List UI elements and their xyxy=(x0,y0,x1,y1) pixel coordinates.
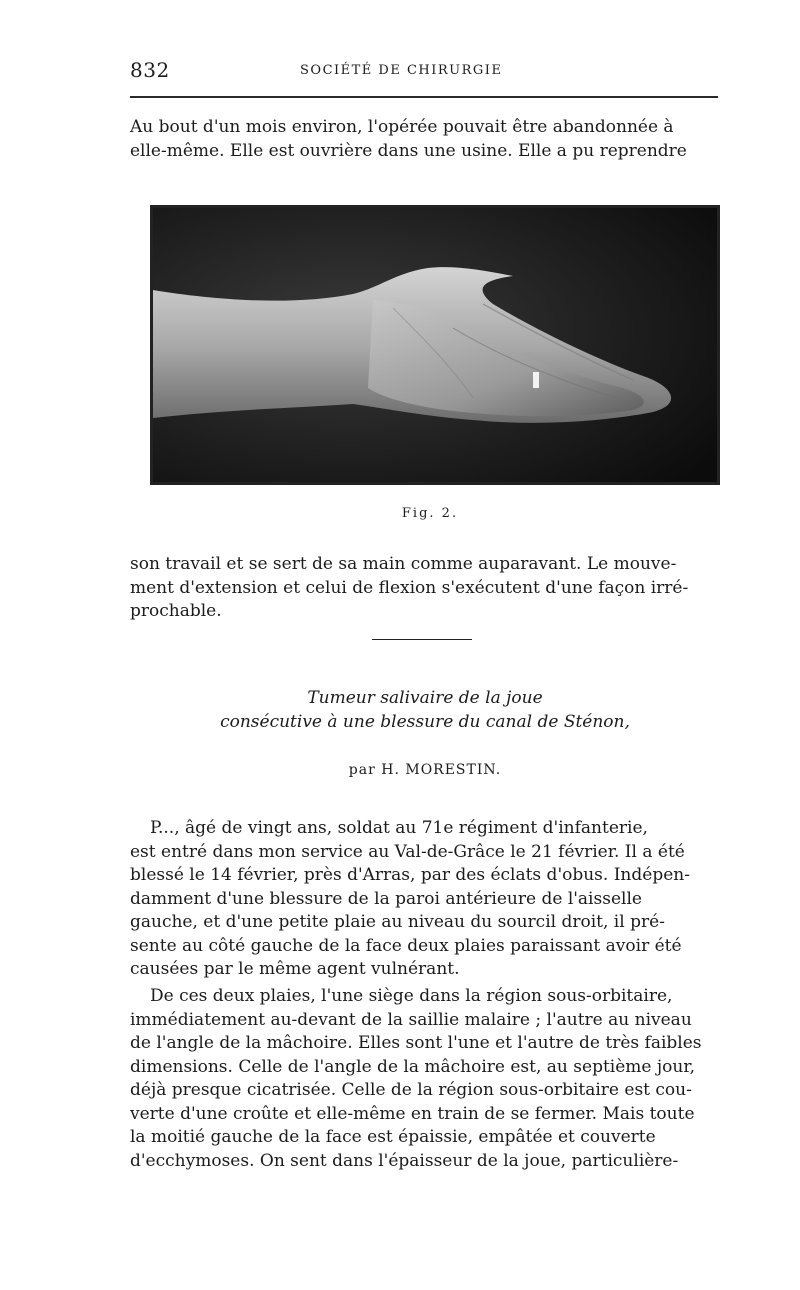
text-line: blessé le 14 février, près d'Arras, par des éclats d'obus. Indépen- xyxy=(130,865,690,885)
text-line: immédiatement au-devant de la saillie malaire ; l'autre au niveau xyxy=(130,1009,692,1030)
text-line: causées par le même agent vulnérant. xyxy=(130,959,460,979)
article-title xyxy=(130,686,720,734)
text-line: Au bout d'un mois environ, l'opérée pouvait être abandonnée à xyxy=(130,117,674,137)
running-head: SOCIÉTÉ DE CHIRURGIE xyxy=(300,63,503,78)
text-line: ment d'extension et celui de flexion s'exécutent d'une façon irré- xyxy=(130,577,689,598)
text-line: De ces deux plaies, l'une siège dans la région sous-orbitaire, xyxy=(150,986,673,1006)
text-line: P..., âgé de vingt ans, soldat au 71e régiment d'infanterie, xyxy=(150,818,648,838)
title-line: consécutive à une blessure du canal de Sténon, xyxy=(220,712,630,732)
text-line: déjà presque cicatrisée. Celle de la région sous-orbitaire est cou- xyxy=(130,1080,692,1100)
text-line: dimensions. Celle de l'angle de la mâchoire est, au septième jour, xyxy=(130,1056,695,1077)
text-line: est entré dans mon service au Val-de-Grâce le 21 février. Il a été xyxy=(130,841,685,862)
section-divider xyxy=(372,639,472,640)
text-line: damment d'une blessure de la paroi antérieure de l'aisselle xyxy=(130,888,642,909)
byline: par H. MORESTIN. xyxy=(348,762,502,778)
text-line: verte d'une croûte et elle-même en train de se fermer. Mais toute xyxy=(130,1103,695,1124)
text-line: la moitié gauche de la face est épaissie, empâtée et couverte xyxy=(130,1127,656,1147)
title-line: Tumeur salivaire de la joue xyxy=(307,688,543,708)
figure-caption: Fig. 2. xyxy=(401,506,459,521)
paragraph-1 xyxy=(130,817,720,982)
page-number: 832 xyxy=(130,58,170,82)
paragraph-2 xyxy=(130,985,720,1173)
text-line: gauche, et d'une petite plaie au niveau du sourcil droit, il pré- xyxy=(130,912,665,932)
hand-photograph xyxy=(153,208,717,482)
text-line: de l'angle de la mâchoire. Elles sont l'une et l'autre de très faibles xyxy=(130,1033,702,1053)
text-line: son travail et se sert de sa main comme auparavant. Le mouve- xyxy=(130,554,677,574)
header-rule xyxy=(130,96,718,98)
text-line: d'ecchymoses. On sent dans l'épaisseur de la joue, particulière- xyxy=(130,1150,679,1171)
intro-text xyxy=(130,116,720,163)
continuation-text xyxy=(130,553,720,624)
text-line: prochable. xyxy=(130,601,222,621)
text-line: sente au côté gauche de la face deux plaies paraissant avoir été xyxy=(130,935,682,956)
figure-photo xyxy=(150,205,720,485)
text-line: elle-même. Elle est ouvrière dans une usine. Elle a pu reprendre xyxy=(130,140,687,161)
